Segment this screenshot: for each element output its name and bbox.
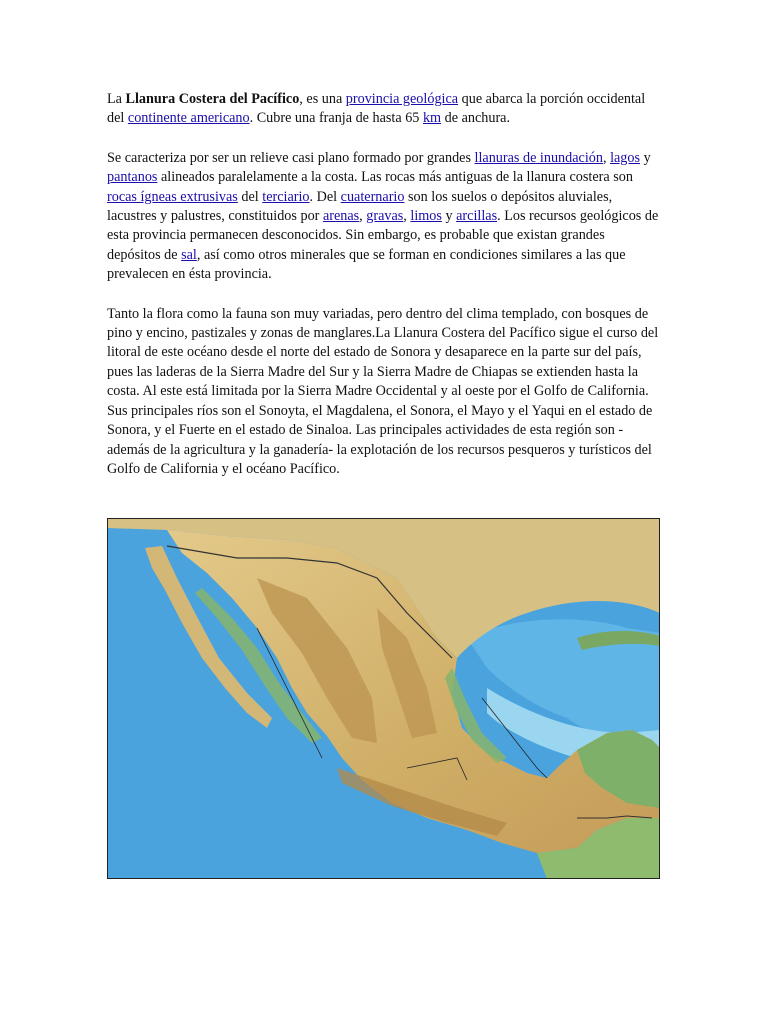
text: y (441, 208, 457, 225)
article-body (107, 90, 659, 499)
link-gravas[interactable]: gravas (366, 208, 404, 225)
text: . Cubre una franja de hasta 65 (249, 110, 423, 127)
link-pantanos[interactable]: pantanos (107, 169, 158, 186)
text: , es una (299, 91, 346, 107)
text: que abarca la porción occidental del (107, 91, 646, 127)
link-arcillas[interactable]: arcillas (456, 208, 498, 225)
text: La (107, 91, 126, 107)
text: , así como otros minerales que se forman en condiciones similares a las que prevalecen en ésta provincia. (107, 246, 626, 283)
text: Se caracteriza por ser un relieve casi plano formado por grandes (107, 149, 475, 166)
text: alineados paralelamente a la costa. Las rocas más antiguas de la llanura costera son (157, 169, 633, 186)
text: , (403, 208, 411, 225)
bold-term: Llanura Costera del Pacífico (125, 91, 300, 107)
link-arenas[interactable]: arenas (322, 208, 360, 225)
link-limos[interactable]: limos (410, 208, 442, 225)
text: , (602, 149, 611, 166)
text: y (640, 149, 651, 166)
link-sal[interactable]: sal (181, 246, 197, 263)
text: . Del (309, 188, 341, 205)
link-terciario[interactable]: terciario (262, 188, 310, 205)
link-provincia-geologica[interactable]: provincia geológica (345, 91, 459, 107)
paragraph-relief (107, 149, 659, 285)
link-continente-americano[interactable]: continente americano (127, 110, 250, 127)
text: de anchura. (441, 110, 511, 127)
mexico-physiographic-map (107, 518, 660, 879)
text: , (359, 208, 367, 225)
link-llanuras-de-inundacion[interactable]: llanuras de inundación (474, 149, 603, 166)
text: son los suelos o depósitos aluviales, lacustres y palustres, constituidos por (107, 188, 613, 225)
link-km[interactable]: km (422, 110, 442, 127)
link-lagos[interactable]: lagos (610, 149, 641, 166)
text: . Los recursos geológicos de esta provincia permanecen desconocidos. Sin embargo, es probable que existan grandes depósitos de (107, 208, 659, 263)
paragraph-intro (107, 90, 659, 129)
map-image (107, 518, 660, 879)
text: del (237, 188, 263, 205)
link-rocas-igneas-extrusivas[interactable]: rocas ígneas extrusivas (107, 188, 238, 205)
paragraph-flora-fauna: Tanto la flora como la fauna son muy variadas, pero dentro del clima templado, con bosques de pino y encino, pastizales y zonas de manglares.La Llanura Costera del Pacífico sigue el curso del litoral de este océano desde el norte del estado de Sonora y desaparece en la parte sur del país, pues las laderas de la Sierra Madre del Sur y la Sierra Madre de Chiapas se extienden hasta la costa. Al este está limitada por la Sierra Madre Occidental y al oeste por el Golfo de California. Sus principales ríos son el Sonoyta, el Magdalena, el Sonora, el Mayo y el Yaqui en el estado de Sonora, y el Fuerte en el estado de Sinaloa. Las principales actividades de esta región son -además de la agricultura y la ganadería- la explotación de los recursos pesqueros y turísticos del Golfo de California y el océano Pacífico. (107, 305, 659, 477)
link-cuaternario[interactable]: cuaternario (340, 188, 405, 205)
